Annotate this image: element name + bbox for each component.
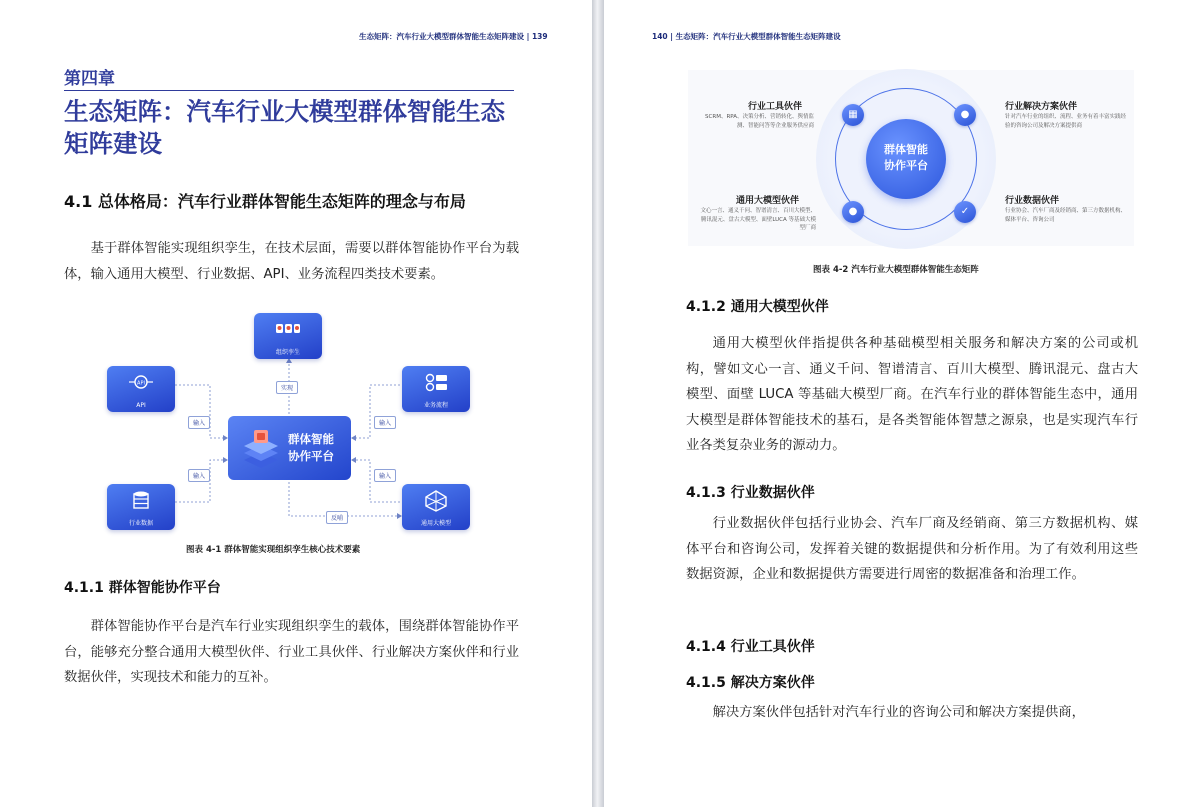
chapter-title: 生态矩阵：汽车行业大模型群体智能生态矩阵建设	[64, 97, 505, 158]
people-icon	[275, 319, 301, 341]
section-4-1-3-paragraph: 行业数据伙伴包括行业协会、汽车厂商及经销商、第三方数据机构、媒体平台和咨询公司，发挥着关键的数据提供和分析作用。为了有效利用这些数据资源，企业和数据提供方需要进行周密的数据准备和治理工作。	[686, 516, 1138, 582]
collab-platform-label: 群体智能协作平台	[288, 432, 334, 463]
section-heading-4-1-4: 4.1.4 行业工具伙伴	[686, 639, 815, 655]
running-header: 生态矩阵：汽车行业大模型群体智能生态矩阵建设 | 139	[359, 32, 548, 41]
partner-desc-llm: 文心一言、通义千问、智谱清言、百川大模型、腾讯混元、盘古大模型、面壁LUCA 等基础大模型厂商	[700, 208, 816, 231]
collab-platform-node	[228, 416, 351, 480]
network-icon	[423, 490, 449, 512]
industry-data-node	[107, 484, 175, 530]
section-heading-4-1-5: 4.1.5 解决方案伙伴	[686, 675, 815, 691]
org-twin-node	[254, 313, 322, 359]
section-4-1-5-paragraph: 解决方案伙伴包括针对汽车行业的咨询公司和解决方案提供商，	[712, 705, 1085, 720]
partner-title-llm: 通用大模型伙伴	[736, 196, 800, 206]
section-4-1-2-paragraph: 通用大模型伙伴指提供各种基础模型相关服务和解决方案的公司或机构，譬如文心一言、通义千问、智谱清言、百川大模型、腾讯混元、盘古大模型、面壁 LUCA 等基础大模型厂商。在汽车行业的群体智能生态中，通用大模型是群体智能技术的基石，是各类智能体智慧之源泉，也是实现汽车行业各类复杂业务的源动力。	[686, 336, 1138, 453]
industry-data-label: 行业数据	[128, 520, 153, 527]
section-heading-4-1-1: 4.1.1 群体智能协作平台	[64, 580, 221, 596]
tag-input-api: 输入	[188, 416, 210, 429]
section-4-1-1-paragraph: 群体智能协作平台是汽车行业实现组织孪生的载体，围绕群体智能协作平台，能够充分整合通用大模型伙伴、行业工具伙伴、行业解决方案伙伴和行业数据伙伴，实现技术和能力的互补。	[64, 619, 519, 685]
llm-partner-icon: ●	[842, 201, 864, 223]
partner-title-solutions: 行业解决方案伙伴	[1005, 102, 1078, 112]
platform-stack-icon	[240, 428, 282, 470]
partner-title-data: 行业数据伙伴	[1005, 196, 1060, 206]
book-gutter	[592, 0, 604, 807]
api-node	[107, 366, 175, 412]
partner-title-tools: 行业工具伙伴	[748, 102, 803, 112]
tag-input-llm: 输入	[374, 469, 396, 482]
tag-feedback: 反哺	[326, 511, 348, 524]
section-4-1-paragraph: 基于群体智能实现组织孪生，在技术层面，需要以群体智能协作平台为载体，输入通用大模型、行业数据、API、业务流程四类技术要素。	[64, 241, 519, 282]
section-heading-4-1: 4.1 总体格局：汽车行业群体智能生态矩阵的理念与布局	[64, 192, 466, 211]
api-icon	[128, 372, 154, 394]
partner-desc-tools: SCRM、RPA、决策分析、营销转化、舆情监测、智能问答等企业服务供应商	[705, 114, 814, 129]
section-heading-4-1-3: 4.1.3 行业数据伙伴	[686, 485, 815, 501]
chapter-label: 第四章	[64, 69, 115, 89]
figure-4-2-core-label: 群体智能协作平台	[884, 143, 928, 172]
running-header-right: 140 | 生态矩阵：汽车行业大模型群体智能生态矩阵建设	[652, 32, 841, 41]
section-heading-4-1-2: 4.1.2 通用大模型伙伴	[686, 299, 829, 315]
partner-desc-data: 行业协会、汽车厂商及经销商、第三方数据机构、媒体平台、咨询公司	[1005, 208, 1127, 223]
api-label: API	[136, 402, 146, 409]
business-process-label: 业务流程	[423, 402, 448, 409]
business-process-node	[402, 366, 470, 412]
data-partner-icon: ✓	[954, 201, 976, 223]
partner-desc-solutions: 针对汽车行业的组织、流程、业务有着丰富实践经验的咨询公司及解决方案提供商	[1005, 114, 1127, 129]
tag-realize: 实现	[276, 381, 298, 394]
figure-4-2-caption: 图表 4-2 汽车行业大模型群体智能生态矩阵	[813, 265, 979, 275]
database-icon	[128, 490, 154, 512]
general-llm-node	[402, 484, 470, 530]
tag-input-process: 输入	[374, 416, 396, 429]
general-llm-label: 通用大模型	[420, 520, 451, 527]
api-badge: API	[137, 380, 145, 387]
org-twin-label: 组织孪生	[275, 349, 300, 356]
figure-4-2-core	[866, 119, 946, 199]
process-icon	[423, 372, 449, 394]
solution-partner-icon: ●	[954, 104, 976, 126]
tag-input-data: 输入	[188, 469, 210, 482]
left-page	[0, 0, 592, 807]
tools-partner-icon: ▦	[842, 104, 864, 126]
figure-4-1-caption: 图表 4-1 群体智能实现组织孪生核心技术要素	[186, 545, 361, 555]
